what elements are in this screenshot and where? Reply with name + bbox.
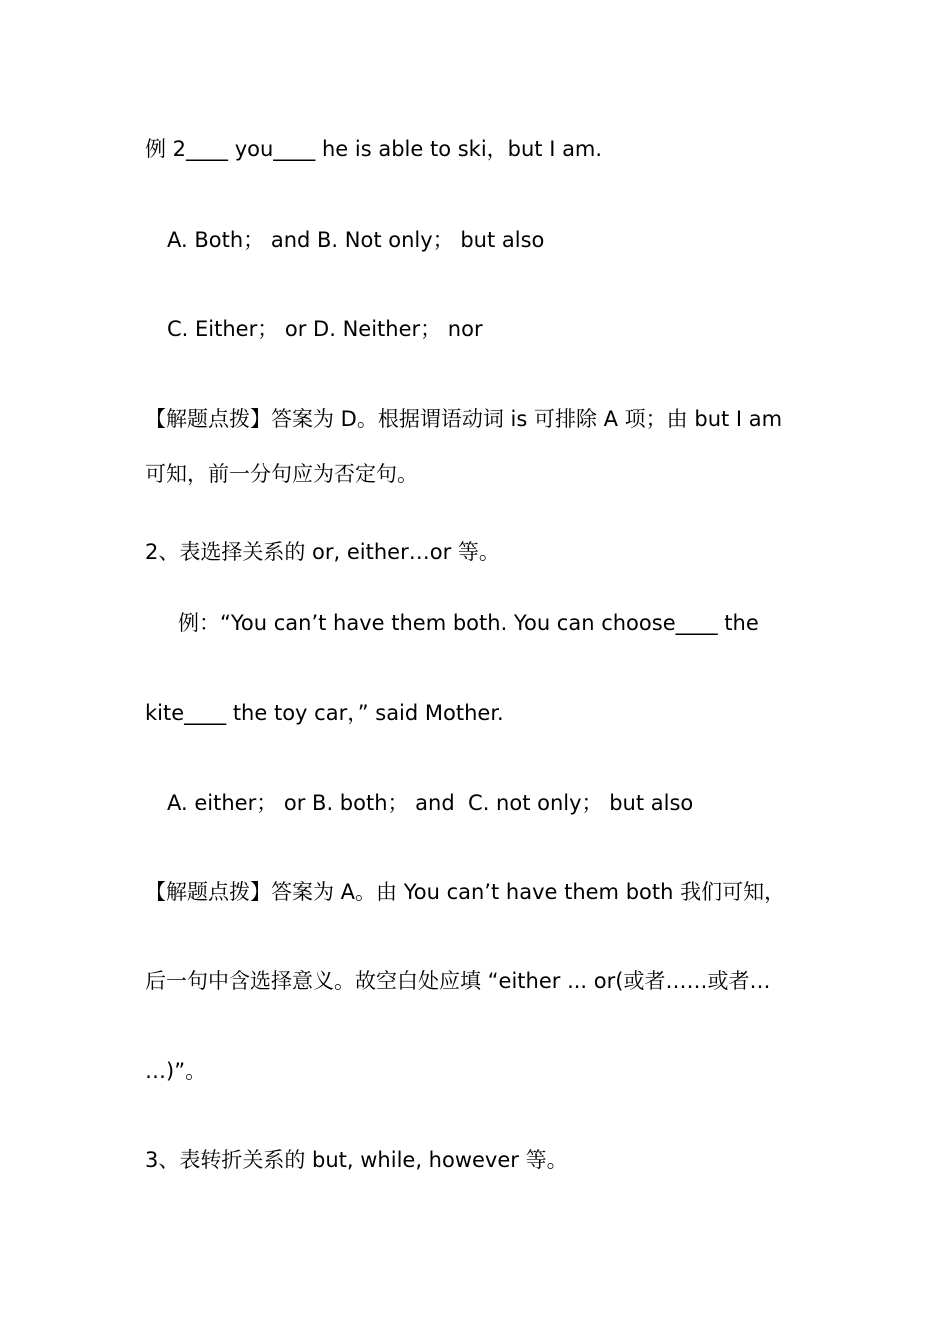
example-3-question-line-2: kite____ the toy car，” said Mother.: [145, 701, 504, 725]
example-3-explanation-line-3: …)”。: [145, 1059, 207, 1083]
example-3-options: A. either； or B. both； and C. not only； but also: [167, 791, 694, 815]
example-2-options-ab: A. Both； and B. Not only； but also: [167, 228, 545, 252]
section-3-heading: 3、表转折关系的 but, while, however 等。: [145, 1148, 568, 1172]
example-2-explanation-line-1: 【解题点拨】答案为 D。根据谓语动词 is 可排除 A 项；由 but I am: [145, 407, 783, 431]
section-2-heading: 2、表选择关系的 or, either…or 等。: [145, 540, 500, 564]
example-2-options-cd: C. Either； or D. Neither； nor: [167, 317, 483, 341]
example-3-question-line-1: 例：“You can’t have them both. You can choose____ the: [178, 611, 759, 635]
example-3-explanation-line-2: 后一句中含选择意义。故空白处应填 “either ... or(或者……或者…: [145, 969, 771, 993]
example-2-question: 例 2____ you____ he is able to ski，but I am.: [145, 137, 603, 161]
example-2-explanation-line-2: 可知，前一分句应为否定句。: [145, 462, 418, 486]
example-3-explanation-line-1: 【解题点拨】答案为 A。由 You can’t have them both 我们可知，: [145, 880, 786, 904]
